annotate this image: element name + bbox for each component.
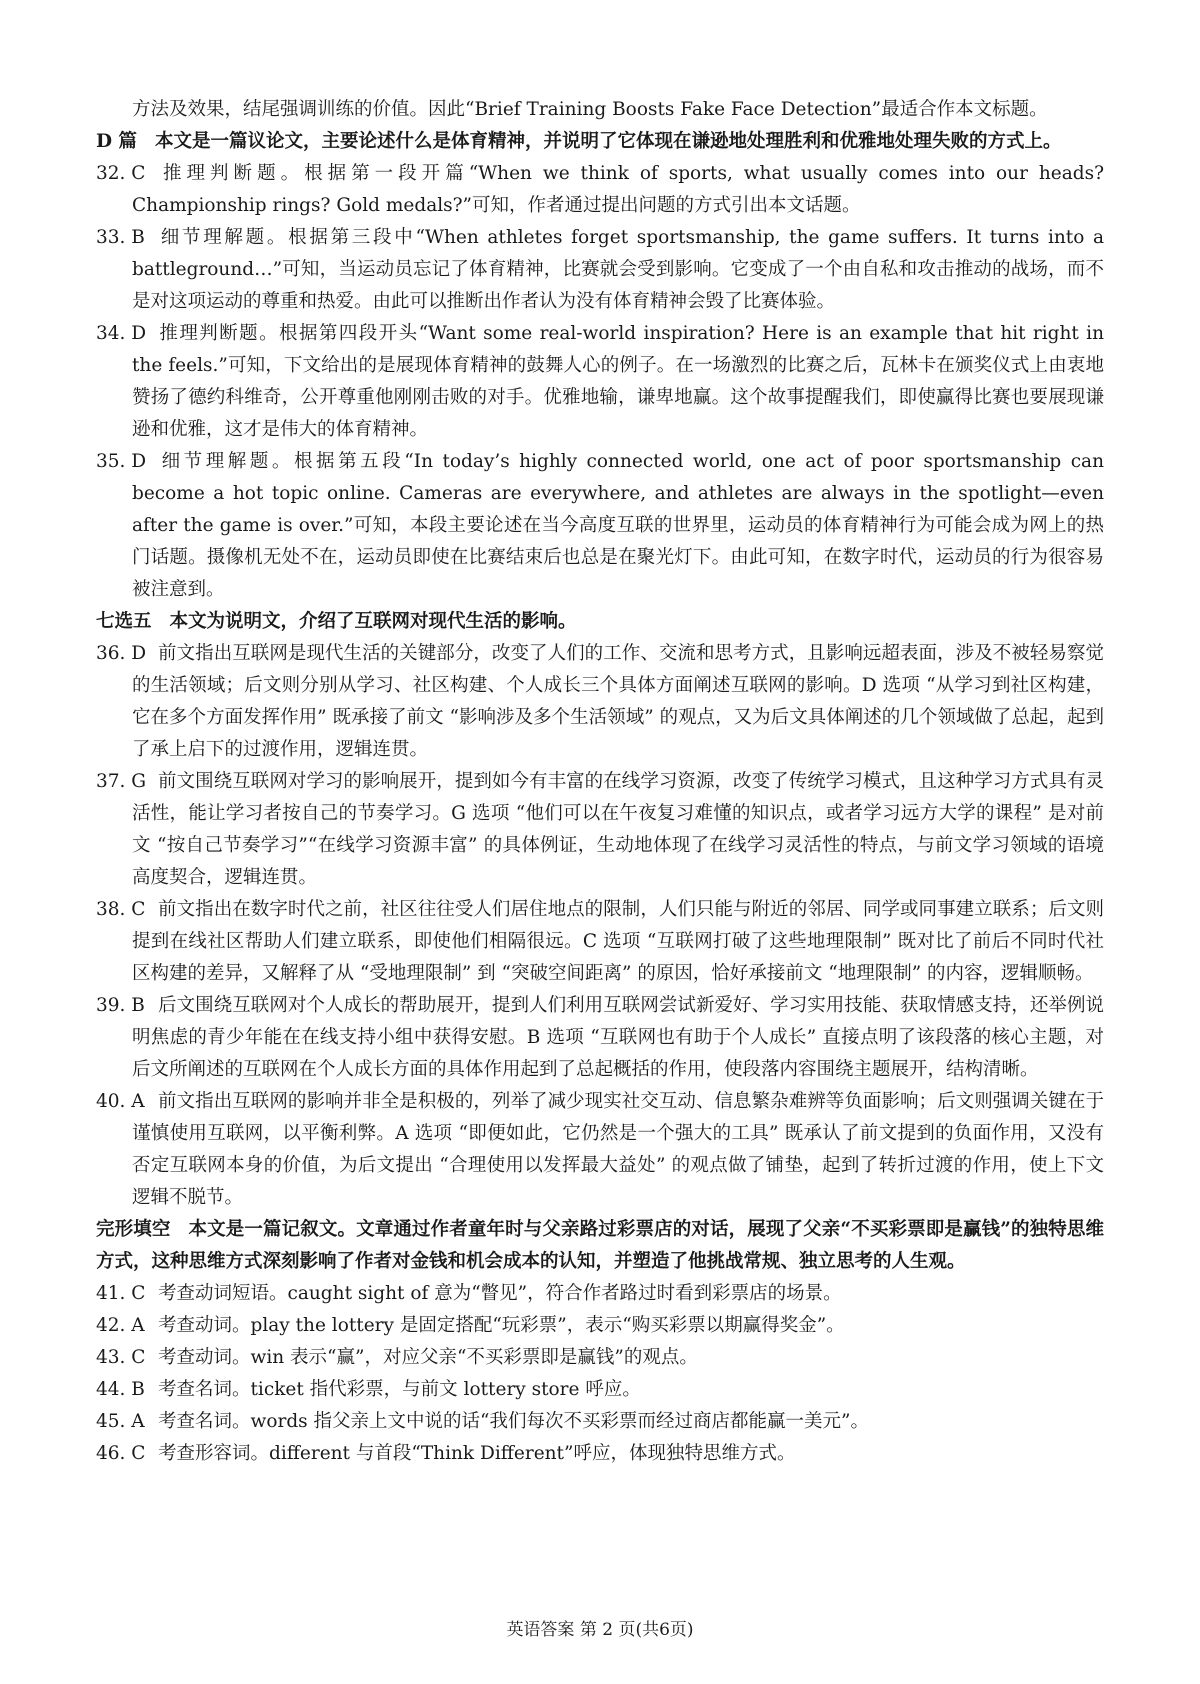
section-cloze-summary: 本文是一篇记叙文。文章通过作者童年时与父亲路过彩票店的对话，展现了父亲“不买彩票即是赢钱”的独特思维方式，这种思维方式深刻影响了作者对金钱和机会成本的认知，并塑造了他挑战常规、独立思考的人生观。	[96, 1219, 1104, 1272]
answer-explanation: 细节理解题。根据第三段中“When athletes forget sportsmanship, the game suffers. It turns into a battleground…”可知，当运动员忘记了体育精神，比赛就会受到影响。它变成了一个由自私和攻击推动的战场，而不是对这项运动的尊重和热爱。由此可以推断出作者认为没有体育精神会毁了比赛体验。	[132, 227, 1104, 312]
answer-explanation: 前文围绕互联网对学习的影响展开，提到如今有丰富的在线学习资源，改变了传统学习模式，且这种学习方式具有灵活性，能让学习者按自己的节奏学习。G 选项 “他们可以在午夜复习难懂的知识点，或者学习远方大学的课程” 是对前文 “按自己节奏学习”“在线学习资源丰富” 的具体例证，生动地体现了在线学习灵活性的特点，与前文学习领域的语境高度契合，逻辑连贯。	[132, 771, 1104, 888]
answer-explanation: 前文指出互联网是现代生活的关键部分，改变了人们的工作、交流和思考方式，且影响远超表面，涉及不被轻易察觉的生活领域；后文则分别从学习、社区构建、个人成长三个具体方面阐述互联网的影响。D 选项 “从学习到社区构建，它在多个方面发挥作用” 既承接了前文 “影响涉及多个生活领域” 的观点，又为后文具体阐述的几个领域做了总起，起到了承上启下的过渡作用，逻辑连贯。	[132, 643, 1104, 760]
answer-item-42	[96, 1310, 1104, 1342]
section-seven-tag: 七选五	[96, 611, 152, 632]
section-d-tag: D 篇	[96, 131, 137, 152]
answer-explanation: 考查名词。ticket 指代彩票，与前文 lottery store 呼应。	[158, 1379, 641, 1400]
answer-item-39	[96, 990, 1104, 1086]
answer-item-45	[96, 1406, 1104, 1438]
answer-number: 40. A	[96, 1091, 145, 1112]
intro-paragraph: 方法及效果，结尾强调训练的价值。因此“Brief Training Boosts Fake Face Detection”最适合作本文标题。	[132, 99, 1048, 120]
answer-number: 33. B	[96, 227, 145, 248]
answer-item-43	[96, 1342, 1104, 1374]
answer-number: 32. C	[96, 163, 146, 184]
answer-explanation: 考查动词。play the lottery 是固定搭配“玩彩票”，表示“购买彩票以期赢得奖金”。	[158, 1315, 845, 1336]
answer-item-41	[96, 1278, 1104, 1310]
answer-explanation: 考查形容词。different 与首段“Think Different”呼应，体现独特思维方式。	[158, 1443, 796, 1464]
answer-number: 45. A	[96, 1411, 145, 1432]
answer-explanation: 前文指出互联网的影响并非全是积极的，列举了减少现实社交互动、信息繁杂难辨等负面影响；后文则强调关键在于谨慎使用互联网，以平衡利弊。A 选项 “即便如此，它仍然是一个强大的工具” 既承认了前文提到的负面作用，又没有否定互联网本身的价值，为后文提出 “合理使用以发挥最大益处” 的观点做了铺垫，起到了转折过渡的作用，使上下文逻辑不脱节。	[132, 1091, 1104, 1208]
answer-item-40	[96, 1086, 1104, 1214]
page-footer: 英语答案 第 2 页(共6页)	[506, 1620, 694, 1640]
answer-item-46	[96, 1438, 1104, 1470]
answer-explanation: 后文围绕互联网对个人成长的帮助展开，提到人们利用互联网尝试新爱好、学习实用技能、获取情感支持，还举例说明焦虑的青少年能在在线支持小组中获得安慰。B 选项 “互联网也有助于个人成长” 直接点明了该段落的核心主题，对后文所阐述的互联网在个人成长方面的具体作用起到了总起概括的作用，使段落内容围绕主题展开，结构清晰。	[132, 995, 1104, 1080]
answer-number: 35. D	[96, 451, 147, 472]
answer-number: 43. C	[96, 1347, 146, 1368]
answer-number: 42. A	[96, 1315, 145, 1336]
section-d-heading	[96, 126, 1104, 158]
answer-number: 36. D	[96, 643, 147, 664]
answer-item-32	[96, 158, 1104, 222]
answer-item-34	[96, 318, 1104, 446]
answer-item-38	[96, 894, 1104, 990]
answer-number: 44. B	[96, 1379, 145, 1400]
section-seven-heading	[96, 606, 1104, 638]
answer-number: 39. B	[96, 995, 145, 1016]
answer-number: 41. C	[96, 1283, 146, 1304]
answer-item-44	[96, 1374, 1104, 1406]
answer-explanation: 考查名词。words 指父亲上文中说的话“我们每次不买彩票而经过商店都能赢一美元”。	[158, 1411, 869, 1432]
answer-item-33	[96, 222, 1104, 318]
answer-item-35	[96, 446, 1104, 606]
answer-explanation: 考查动词。win 表示“赢”，对应父亲“不买彩票即是赢钱”的观点。	[158, 1347, 698, 1368]
section-d-summary: 本文是一篇议论文，主要论述什么是体育精神，并说明了它体现在谦逊地处理胜利和优雅地处理失败的方式上。	[154, 131, 1062, 152]
answer-explanation: 细节理解题。根据第五段“In today’s highly connected world, one act of poor sportsmanship can become a hot topic online. Cameras are everywhere, and athletes are always in the spotlight—even after the game is over.”可知，本段主要论述在当今高度互联的世界里，运动员的体育精神行为可能会成为网上的热门话题。摄像机无处不在，运动员即使在比赛结束后也总是在聚光灯下。由此可知，在数字时代，运动员的行为很容易被注意到。	[132, 451, 1104, 600]
answer-item-36	[96, 638, 1104, 766]
answer-item-37	[96, 766, 1104, 894]
answer-number: 38. C	[96, 899, 146, 920]
answer-explanation: 考查动词短语。caught sight of 意为“瞥见”，符合作者路过时看到彩票店的场景。	[158, 1283, 842, 1304]
section-seven-summary: 本文为说明文，介绍了互联网对现代生活的影响。	[169, 611, 577, 632]
section-cloze-tag: 完形填空	[96, 1219, 171, 1240]
section-cloze-heading	[96, 1214, 1104, 1278]
answer-number: 37. G	[96, 771, 147, 792]
answer-explanation: 前文指出在数字时代之前，社区往往受人们居住地点的限制，人们只能与附近的邻居、同学或同事建立联系；后文则提到在线社区帮助人们建立联系，即使他们相隔很远。C 选项 “互联网打破了这些地理限制” 既对比了前后不同时代社区构建的差异，又解释了从 “受地理限制” 到 “突破空间距离” 的原因，恰好承接前文 “地理限制” 的内容，逻辑顺畅。	[132, 899, 1104, 984]
answer-explanation: 推理判断题。根据第四段开头“Want some real-world inspiration? Here is an example that hit right in the feels.”可知，下文给出的是展现体育精神的鼓舞人心的例子。在一场激烈的比赛之后，瓦林卡在颁奖仪式上由衷地赞扬了德约科维奇，公开尊重他刚刚击败的对手。优雅地输，谦卑地赢。这个故事提醒我们，即使赢得比赛也要展现谦逊和优雅，这才是伟大的体育精神。	[132, 323, 1104, 440]
answer-explanation: 推理判断题。根据第一段开篇“When we think of sports, what usually comes into our heads? Championship rings? Gold medals?”可知，作者通过提出问题的方式引出本文话题。	[132, 163, 1104, 216]
answer-number: 34. D	[96, 323, 147, 344]
answer-number: 46. C	[96, 1443, 146, 1464]
answer-page	[96, 94, 1104, 1470]
